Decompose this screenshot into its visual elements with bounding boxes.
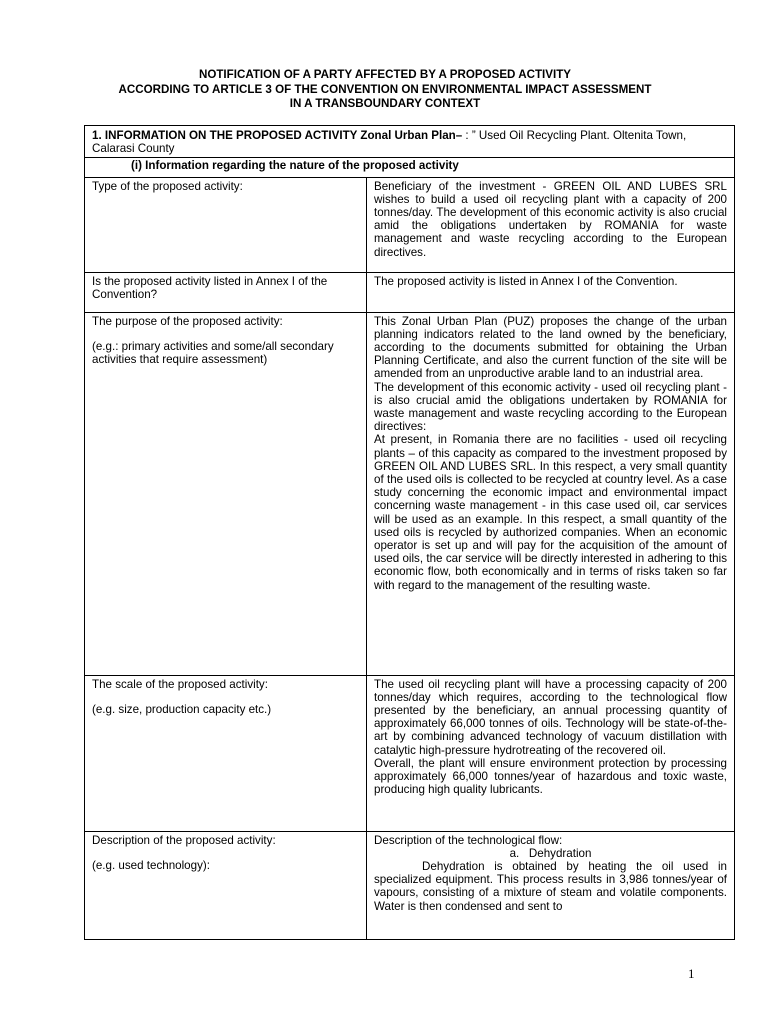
section-heading xyxy=(85,126,735,158)
title-line-2: ACCORDING TO ARTICLE 3 OF THE CONVENTION ON ENVIRONMENTAL IMPACT ASSESSMENT xyxy=(118,82,652,96)
table-row xyxy=(85,272,735,312)
list-item: a. Dehydration xyxy=(509,846,592,860)
row-value-cell xyxy=(367,675,735,831)
title-line-1: NOTIFICATION OF A PARTY AFFECTED BY A PROPOSED ACTIVITY xyxy=(198,68,572,81)
row-label: The scale of the proposed activity: xyxy=(92,677,268,691)
table-row xyxy=(85,675,735,831)
row-value-cell xyxy=(367,312,735,675)
row-value-cell xyxy=(367,272,735,312)
row-label-cell xyxy=(85,831,367,939)
row-value: Beneficiary of the investment - GREEN OIL AND LUBES SRL wishes to build a used oil recycling plant with a capacity of 200 tonnes/day. The development of this economic activity is also crucial amid the obligations undertaken by ROMANIA for waste management and waste recycling according to the European directives. xyxy=(374,179,727,259)
row-label-cell xyxy=(85,312,367,675)
row-value-paragraph: Overall, the plant will ensure environment protection by processing approximately 66,000 tonnes/year of hazardous and toxic waste, producing high quality lubricants. xyxy=(374,756,727,797)
table-row xyxy=(85,312,735,675)
row-value-paragraph: The used oil recycling plant will have a processing capacity of 200 tonnes/day which requires, according to the technological flow presented by the beneficiary, an annual processing quantity of approximately 66,000 tonnes of oils. Technology will be state-of-the-art by combining advanced technology of vacuum distillation with catalytic high-pressure hydrotreating of the recovered oil. xyxy=(374,677,727,757)
row-value-paragraph: Dehydration is obtained by heating the oil used in specialized equipment. This process results in 3,986 tonnes/year of vapours, consisting of a mixture of steam and volatile components. Water is then condensed and sent to xyxy=(374,860,727,913)
table-row xyxy=(85,831,735,939)
row-label: Is the proposed activity listed in Annex I of the Convention? xyxy=(92,274,328,301)
row-value-cell xyxy=(367,831,735,939)
section-subheading: (i) Information regarding the nature of the proposed activity xyxy=(85,158,735,177)
row-label-cell xyxy=(85,272,367,312)
section-heading-bold: 1. INFORMATION ON THE PROPOSED ACTIVITY Zonal Urban Plan– xyxy=(92,129,466,142)
section-heading-rest: : ” Used Oil Recycling Plant. Oltenita Town, Calarasi County xyxy=(92,129,687,156)
row-label: The purpose of the proposed activity: xyxy=(92,314,283,328)
row-label-note: (e.g. size, production capacity etc.) xyxy=(92,702,272,716)
row-value-paragraph: The development of this economic activity - used oil recycling plant - is also crucial amid the obligations undertaken by ROMANIA for waste management and waste recycling according to the European directives: xyxy=(374,380,727,434)
row-label-cell xyxy=(85,177,367,272)
row-label: Description of the proposed activity: xyxy=(92,833,276,847)
row-label-cell xyxy=(85,675,367,831)
page-number: 1 xyxy=(688,966,695,981)
row-label-note: (e.g. used technology): xyxy=(92,858,210,872)
row-label: Type of the proposed activity: xyxy=(92,179,243,193)
row-value: The proposed activity is listed in Annex I of the Convention. xyxy=(374,274,678,288)
row-value-paragraph: Description of the technological flow: xyxy=(374,833,563,847)
subheading-row xyxy=(85,158,735,177)
document-title xyxy=(0,68,770,112)
row-value-cell xyxy=(367,177,735,272)
row-value-paragraph: At present, in Romania there are no facilities - used oil recycling plants – of this capacity as compared to the investment proposed by GREEN OIL AND LUBES SRL. In this respect, a very small quantity of the used oils is collected to be recycled at country level. As a case study concerning the economic impact and environmental impact concerning waste management - in this case used oil, car services will be used as an example. In this respect, a small quantity of the used oils is recycled by authorized companies. When an economic operator is set up and will pay for the acquisition of the amount of used oils, the car service will be directly interested in adhering to this economic flow, both economically and in terms of risks taken so far with regard to the management of the resulting waste. xyxy=(374,433,727,592)
row-value-paragraph: This Zonal Urban Plan (PUZ) proposes the change of the urban planning indicators related to the land owned by the beneficiary, according to the documents submitted for obtaining the Urban Planning Certificate, and also the current function of the site will be amended from an unproductive arable land to an industrial area. xyxy=(374,314,727,381)
title-line-3: IN A TRANSBOUNDARY CONTEXT xyxy=(289,97,481,110)
row-label-note: (e.g.: primary activities and some/all secondary activities that require assessment) xyxy=(92,339,334,367)
table-row xyxy=(85,177,735,272)
notification-form-table xyxy=(84,125,735,940)
section-heading-row xyxy=(85,126,735,158)
